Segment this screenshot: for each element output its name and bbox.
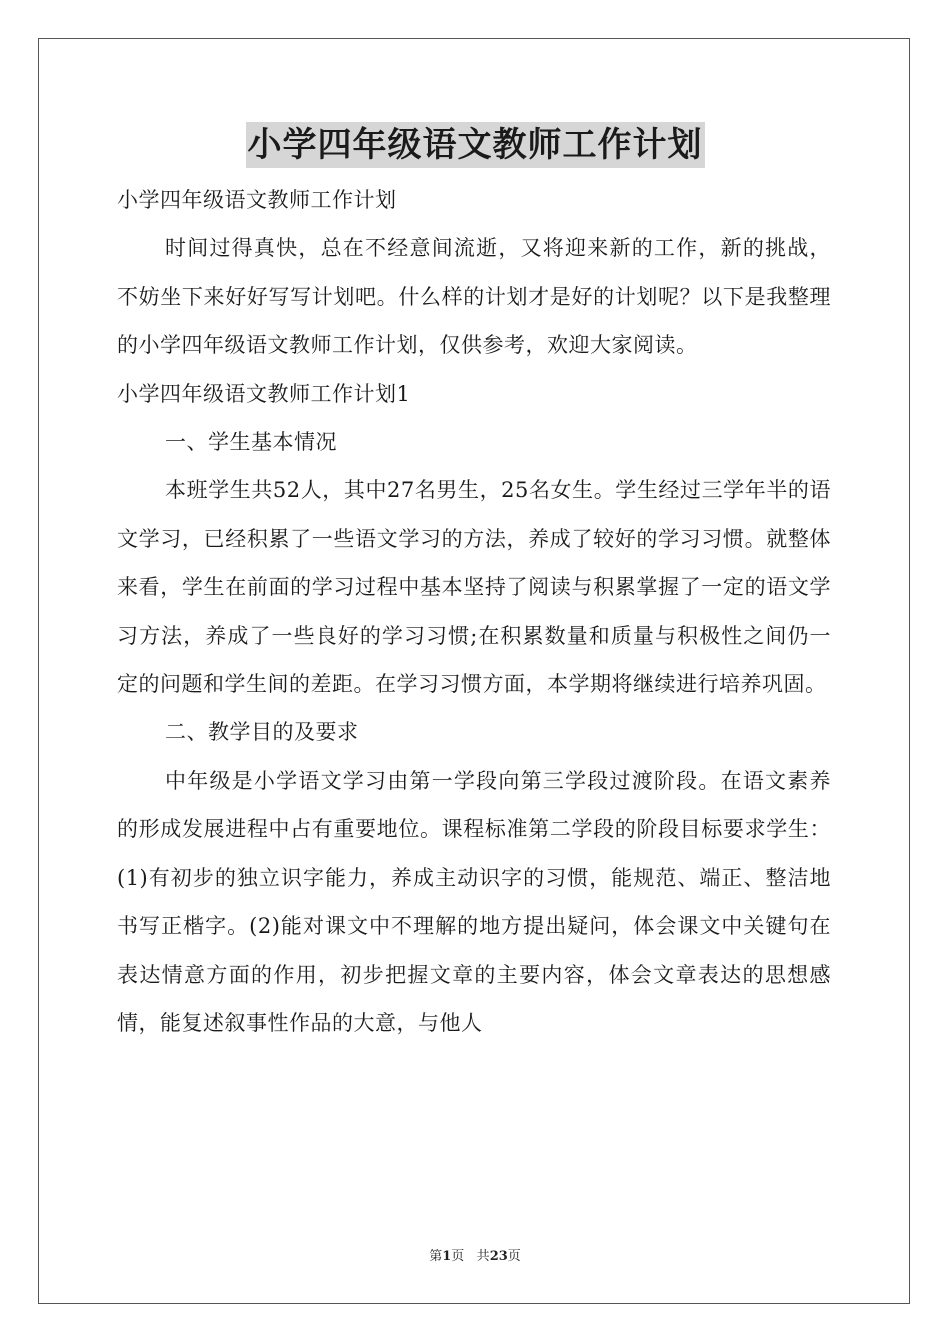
subtitle-paragraph: 小学四年级语文教师工作计划 bbox=[117, 188, 397, 212]
section-heading-goals: 二、教学目的及要求 bbox=[165, 720, 359, 745]
page-footer bbox=[0, 1248, 950, 1266]
total-suffix: 页 bbox=[507, 1249, 521, 1264]
intro-paragraph: 时间过得真快，总在不经意间流逝，又将迎来新的工作，新的挑战，不妨坐下来好好写写计划吧。什么样的计划才是好的计划呢？以下是我整理的小学四年级语文教师工作计划，仅供参考，欢迎大家阅读。 bbox=[117, 236, 831, 358]
page-suffix: 页 bbox=[451, 1249, 465, 1264]
goals-paragraph: 中年级是小学语文学习由第一学段向第三学段过渡阶段。在语文素养的形成发展进程中占有重要地位。课程标准第二学段的阶段目标要求学生：(1)有初步的独立识字能力，养成主动识字的习惯，能规范、端正、整洁地书写正楷字。(2)能对课文中不理解的地方提出疑问，体会课文中关键句在表达情意方面的作用，初步把握文章的主要内容，体会文章表达的思想感情，能复述叙事性作品的大意，与他人 bbox=[117, 768, 831, 1035]
students-paragraph: 本班学生共52人，其中27名男生，25名女生。学生经过三学年半的语文学习，已经积累了一些语文学习的方法，养成了较好的学习习惯。就整体来看，学生在前面的学习过程中基本坚持了阅读与积累掌握了一定的语文学习方法，养成了一些良好的学习习惯;在积累数量和质量与积极性之间仍一定的问题和学生间的差距。在学习习惯方面，本学期将继续进行培养巩固。 bbox=[117, 478, 831, 697]
title-container bbox=[0, 122, 950, 168]
document-title: 小学四年级语文教师工作计划 bbox=[246, 122, 705, 168]
plan-heading: 小学四年级语文教师工作计划1 bbox=[117, 381, 411, 406]
page-prefix: 第 bbox=[429, 1249, 443, 1264]
document-body bbox=[117, 176, 831, 1047]
total-page-count: 23 bbox=[489, 1249, 508, 1264]
total-prefix: 共 bbox=[476, 1249, 490, 1264]
section-heading-students: 一、学生基本情况 bbox=[165, 430, 337, 455]
current-page-number: 1 bbox=[442, 1249, 452, 1264]
